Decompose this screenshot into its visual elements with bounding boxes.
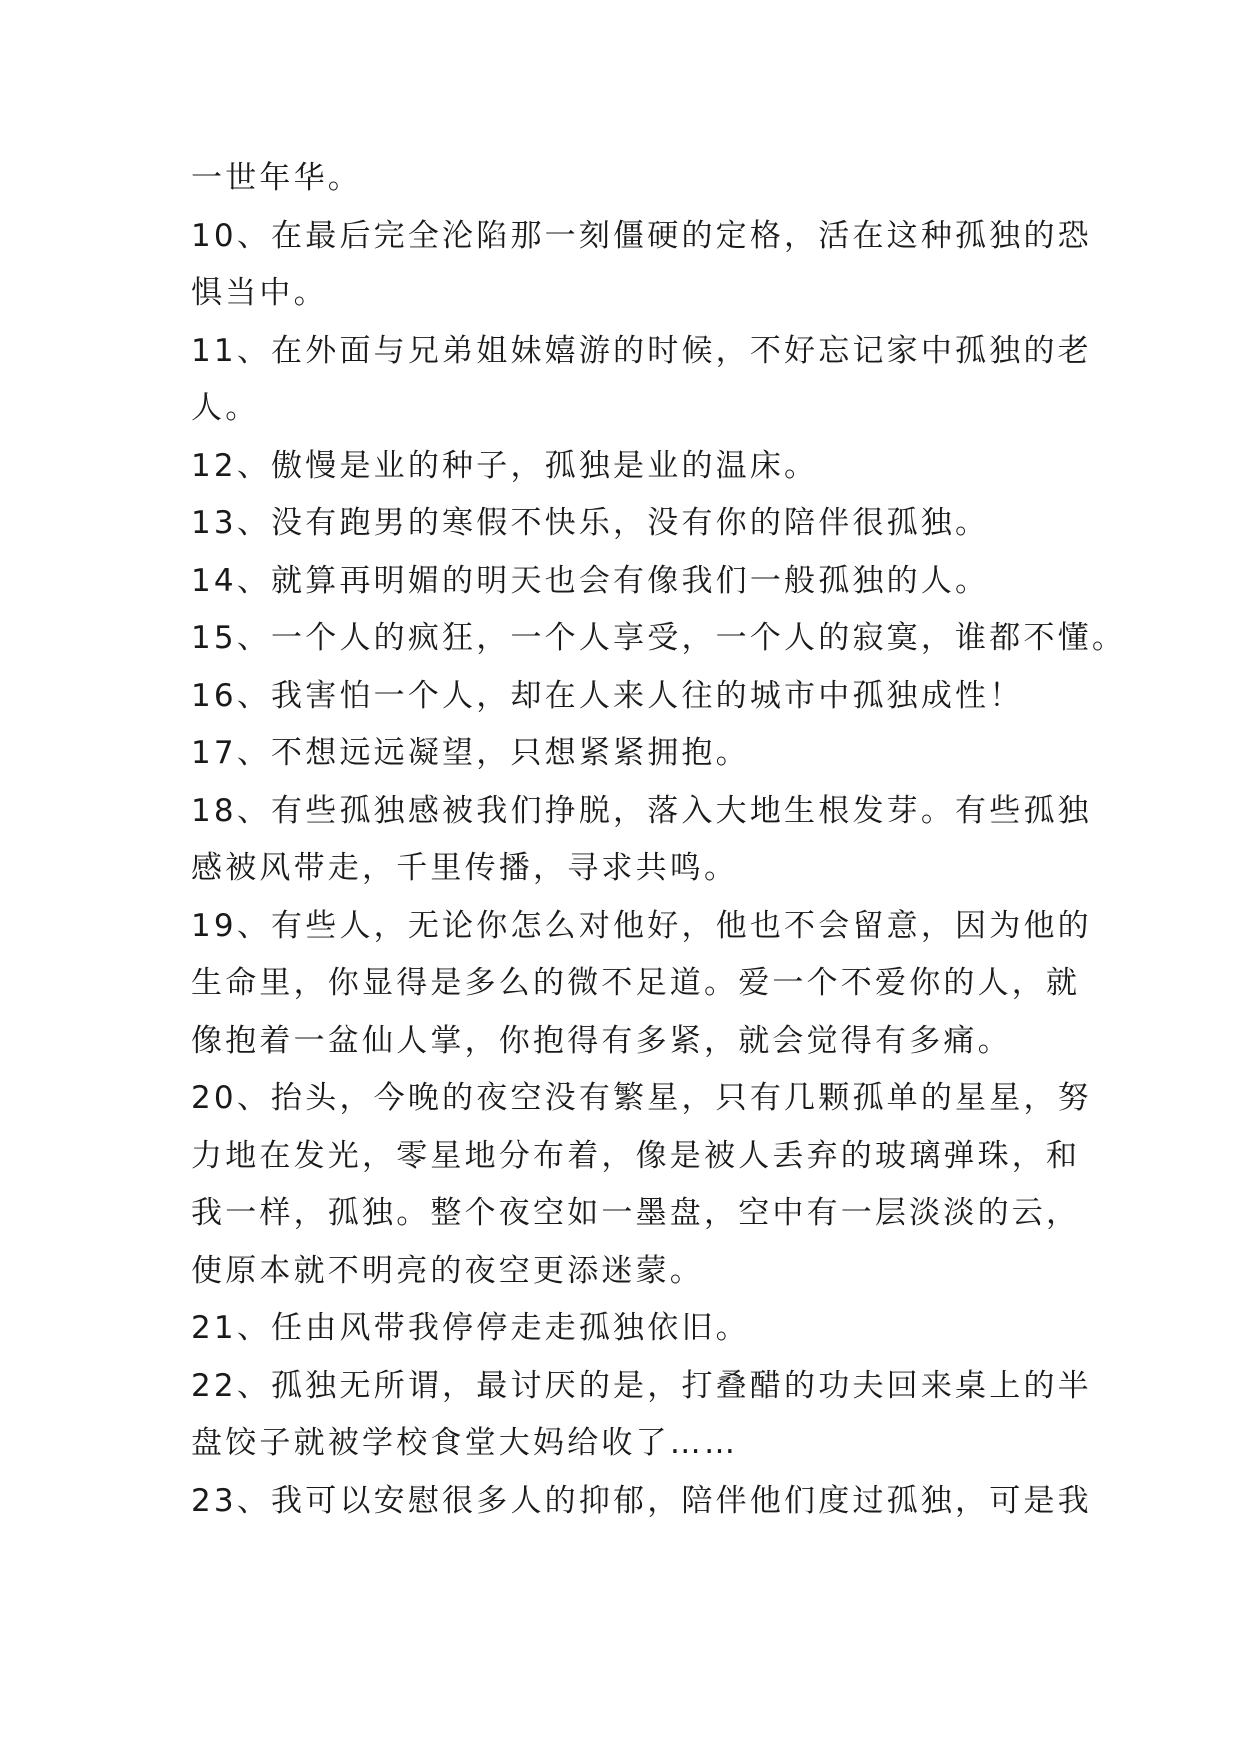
text-line: 11、在外面与兄弟姐妹嬉游的时候，不好忘记家中孤独的老 bbox=[191, 332, 1092, 369]
text-line: 17、不想远远凝望，只想紧紧拥抱。 bbox=[191, 735, 750, 771]
text-line: 我一样，孤独。整个夜空如一墨盘，空中有一层淡淡的云， bbox=[191, 1195, 1081, 1231]
text-line: 18、有些孤独感被我们挣脱，落入大地生根发芽。有些孤独 bbox=[191, 792, 1092, 829]
text-line: 13、没有跑男的寒假不快乐，没有你的陪伴很孤独。 bbox=[191, 505, 990, 541]
text-line: 22、孤独无所谓，最讨厌的是，打叠醋的功夫回来桌上的半 bbox=[191, 1367, 1092, 1404]
document-body bbox=[191, 150, 1127, 1530]
text-line: 像抱着一盆仙人掌，你抱得有多紧，就会觉得有多痛。 bbox=[191, 1022, 1012, 1059]
text-line: 惧当中。 bbox=[191, 275, 328, 311]
text-line: 16、我害怕一个人，却在人来人往的城市中孤独成性！ bbox=[191, 677, 1024, 714]
text-line: 力地在发光，零星地分布着，像是被人丢弃的玻璃弹珠，和 bbox=[191, 1137, 1081, 1174]
text-line: 23、我可以安慰很多人的抑郁，陪伴他们度过孤独，可是我 bbox=[191, 1482, 1092, 1519]
text-line: 19、有些人，无论你怎么对他好，他也不会留意，因为他的 bbox=[191, 907, 1092, 944]
text-line: 感被风带走，千里传播，寻求共鸣。 bbox=[191, 850, 739, 886]
text-line: 生命里，你显得是多么的微不足道。爱一个不爱你的人，就 bbox=[191, 965, 1081, 1001]
text-line: 10、在最后完全沦陷那一刻僵硬的定格，活在这种孤独的恐 bbox=[191, 217, 1092, 254]
text-line: 盘饺子就被学校食堂大妈给收了…… bbox=[191, 1425, 739, 1461]
text-line: 21、任由风带我停停走走孤独依旧。 bbox=[191, 1310, 750, 1346]
text-line: 使原本就不明亮的夜空更添迷蒙。 bbox=[191, 1252, 704, 1289]
text-line: 12、傲慢是业的种子，孤独是业的温床。 bbox=[191, 447, 819, 484]
text-line: 一世年华。 bbox=[191, 160, 362, 196]
text-line: 15、一个人的疯狂，一个人享受，一个人的寂寞，谁都不懂。 bbox=[191, 620, 1127, 656]
text-line: 14、就算再明媚的明天也会有像我们一般孤独的人。 bbox=[191, 562, 990, 599]
text-line: 人。 bbox=[191, 390, 260, 426]
text-line: 20、抬头，今晚的夜空没有繁星，只有几颗孤单的星星，努 bbox=[191, 1080, 1092, 1116]
